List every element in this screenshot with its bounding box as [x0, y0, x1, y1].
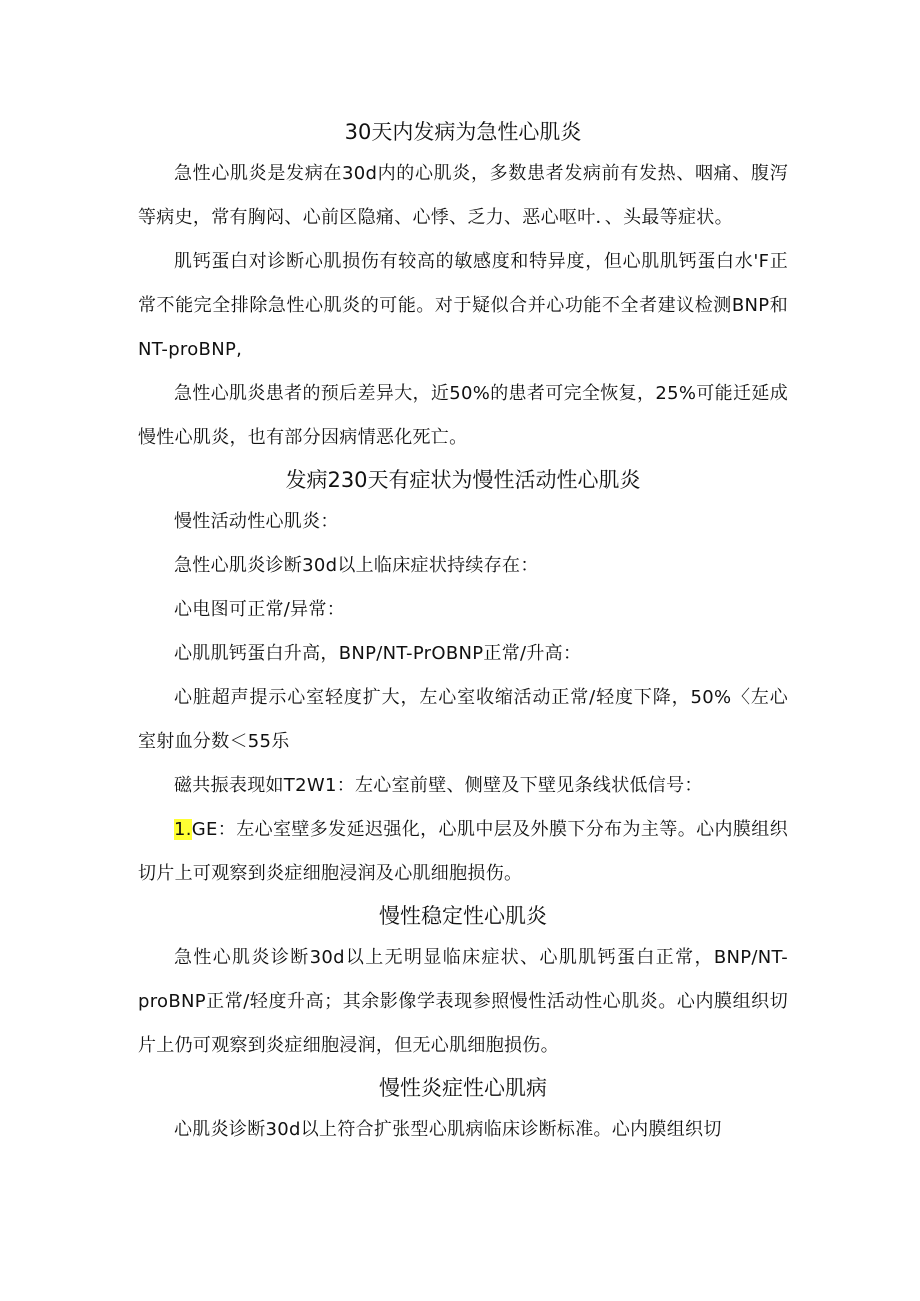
paragraph: 心电图可正常/异常： [174, 599, 346, 620]
section-heading: 发病230天有症状为慢性活动性心肌炎 [285, 468, 641, 492]
section-heading: 慢性炎症性心肌病 [379, 1076, 547, 1100]
section-heading: 30天内发病为急性心肌炎 [344, 120, 582, 144]
paragraph: 慢性活动性心肌炎： [174, 511, 339, 532]
section-chronic-inflammatory [138, 1068, 788, 1152]
section-chronic-active [138, 460, 788, 896]
paragraph: 心肌肌钙蛋白升高，BNP/NT-PrOBNP正常/升高： [174, 643, 582, 664]
highlighted-text: 1. [174, 819, 192, 840]
paragraph: 急性心肌炎患者的预后差异大，近50%的患者可完全恢复，25%可能迁延成慢性心肌炎，也有部分因病情恶化死亡。 [138, 383, 788, 448]
paragraph: 急性心肌炎诊断30d以上无明显临床症状、心肌肌钙蛋白正常，BNP/NT-proBNP正常/轻度升高；其余影像学表现参照慢性活动性心肌炎。心内膜组织切片上仍可观察到炎症细胞浸润，但无心肌细胞损伤。 [138, 947, 788, 1056]
section-chronic-stable [138, 896, 788, 1068]
paragraph: 肌钙蛋白对诊断心肌损伤有较高的敏感度和特异度，但心肌肌钙蛋白水'F正常不能完全排除急性心肌炎的可能。对于疑似合并心功能不全者建议检测BNP和NT-proBNP, [138, 251, 788, 360]
paragraph-text: GE：左心室壁多发延迟强化，心肌中层及外膜下分布为主等。心内膜组织切片上可观察到炎症细胞浸润及心肌细胞损伤。 [138, 819, 788, 884]
paragraph: 心脏超声提示心室轻度扩大，左心室收缩活动正常/轻度下降，50%〈左心室射血分数＜55乐 [138, 687, 788, 752]
paragraph: 急性心肌炎是发病在30d内的心肌炎，多数患者发病前有发热、咽痛、腹泻等病史，常有胸闷、心前区隐痛、心悸、乏力、恶心呕叶．、头最等症状。 [138, 163, 788, 228]
document-body [138, 112, 788, 1152]
paragraph: 心肌炎诊断30d以上符合扩张型心肌病临床诊断标准。心内膜组织切 [174, 1119, 722, 1140]
section-acute [138, 112, 788, 460]
paragraph-lge [138, 808, 788, 896]
paragraph: 急性心肌炎诊断30d以上临床症状持续存在： [174, 555, 539, 576]
paragraph: 磁共振表现如T2W1：左心室前壁、侧壁及下壁见条线状低信号： [174, 775, 703, 796]
section-heading: 慢性稳定性心肌炎 [379, 904, 547, 928]
